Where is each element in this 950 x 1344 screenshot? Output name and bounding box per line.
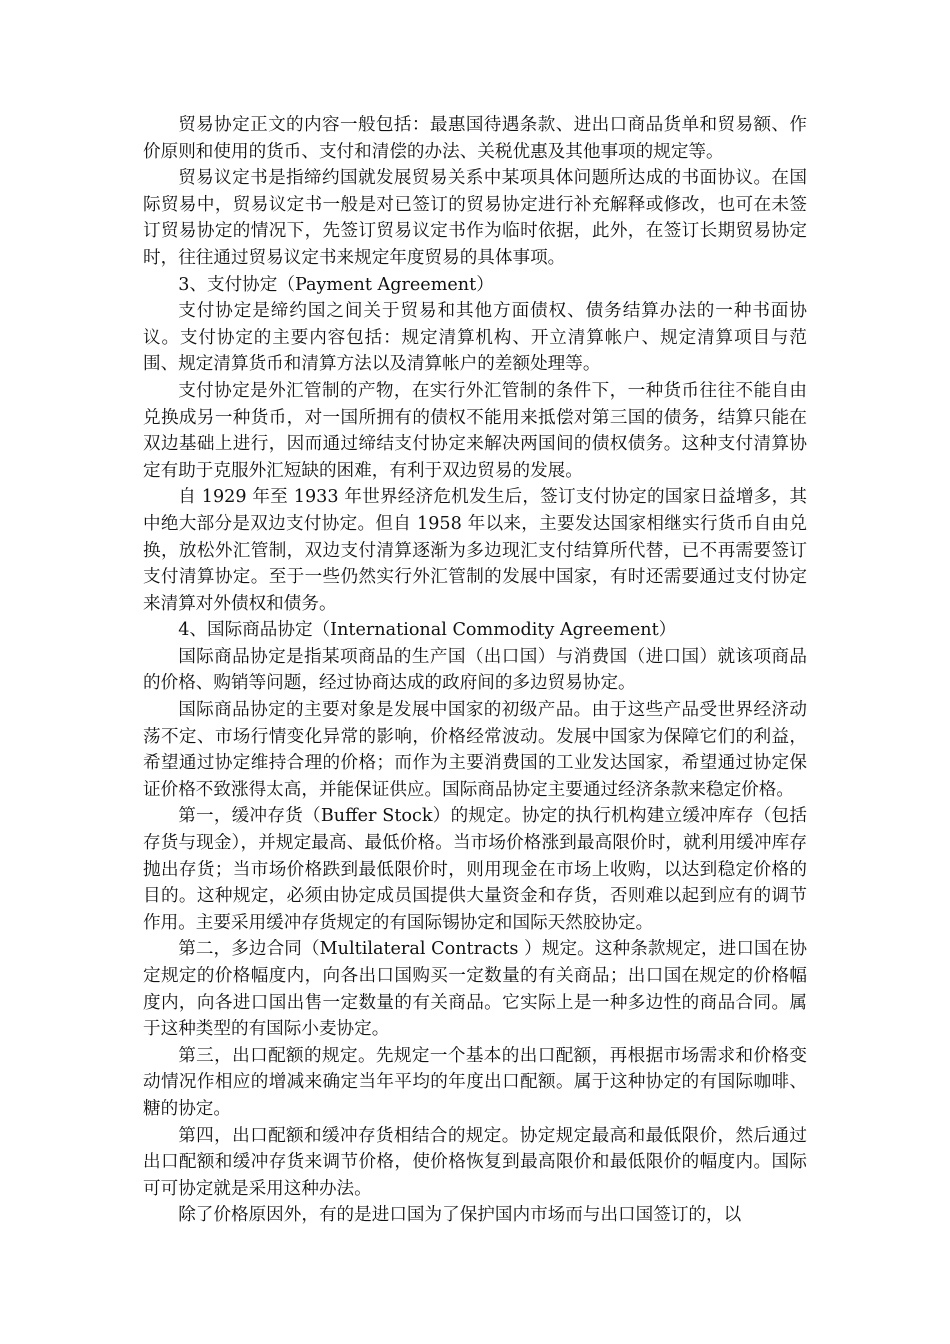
paragraph-buffer-stock: 第一，缓冲存货（Buffer Stock）的规定。协定的执行机构建立缓冲库存（包括存货与现金），并规定最高、最低价格。当市场价格涨到最高限价时，就利用缓冲库存抛出存货；当市场价格跌到最低限价时，则用现金在市场上收购，以达到稳定价格的目的。这种规定，必须由协定成员国提供大量资金和存货，否则难以起到应有的调节作用。主要采用缓冲存货规定的有国际锡协定和国际天然胶协定。 <box>143 806 807 933</box>
paragraph-payment-agreement-exchange-control: 支付协定是外汇管制的产物，在实行外汇管制的条件下，一种货币往往不能自由兑换成另一种货币，对一国所拥有的债权不能用来抵偿对第三国的债务，结算只能在双边基础上进行，因而通过缔结支付协定来解决两国间的债权债务。这种支付清算协定有助于克服外汇短缺的困难，有利于双边贸易的发展。 <box>143 380 807 481</box>
section-heading-commodity-agreement: 4、国际商品协定（International Commodity Agreement） <box>178 620 677 641</box>
paragraph-quota-and-buffer: 第四，出口配额和缓冲存货相结合的规定。协定规定最高和最低限价，然后通过出口配额和缓冲存货来调节价格，使价格恢复到最高限价和最低限价的幅度内。国际可可协定就是采用这种办法。 <box>143 1125 807 1199</box>
document-page <box>143 112 807 1229</box>
paragraph-payment-agreement-definition: 支付协定是缔约国之间关于贸易和其他方面债权、债务结算办法的一种书面协议。支付协定的主要内容包括：规定清算机构、开立清算帐户、规定清算项目与范围、规定清算货币和清算方法以及清算帐户的差额处理等。 <box>143 301 807 375</box>
paragraph-commodity-agreement-definition: 国际商品协定是指某项商品的生产国（出口国）与消费国（进口国）就该项商品的价格、购销等问题，经过协商达成的政府间的多边贸易协定。 <box>143 646 807 694</box>
paragraph-export-quota: 第三，出口配额的规定。先规定一个基本的出口配额，再根据市场需求和价格变动情况作相应的增减来确定当年平均的年度出口配额。属于这种协定的有国际咖啡、糖的协定。 <box>143 1045 807 1119</box>
paragraph-trade-agreement-content: 贸易协定正文的内容一般包括：最惠国待遇条款、进出口商品货单和贸易额、作价原则和使用的货币、支付和清偿的办法、关税优惠及其他事项的规定等。 <box>143 115 807 162</box>
paragraph-trade-protocol: 贸易议定书是指缔约国就发展贸易关系中某项具体问题所达成的书面协议。在国际贸易中，贸易议定书一般是对已签订的贸易协定进行补充解释或修改，也可在未签订贸易协定的情况下，先签订贸易议定书作为临时依据，此外，在签订长期贸易协定时，往往通过贸易议定书来规定年度贸易的具体事项。 <box>143 168 807 268</box>
section-heading-payment-agreement: 3、支付协定（Payment Agreement） <box>178 274 494 295</box>
paragraph-multilateral-contracts: 第二，多边合同（Multilateral Contracts ）规定。这种条款规定，进口国在协定规定的价格幅度内，向各出口国购买一定数量的有关商品；出口国在规定的价格幅度内，向各进口国出售一定数量的有关商品。它实际上是一种多边性的商品合同。属于这种类型的有国际小麦协定。 <box>143 939 807 1040</box>
paragraph-other-reasons: 除了价格原因外，有的是进口国为了保护国内市场而与出口国签订的，以 <box>178 1205 742 1226</box>
paragraph-commodity-agreement-objects: 国际商品协定的主要对象是发展中国家的初级产品。由于这些产品受世界经济动荡不定、市场行情变化异常的影响，价格经常波动。发展中国家为保障它们的利益，希望通过协定维持合理的价格；而作为主要消费国的工业发达国家，希望通过协定保证价格不致涨得太高，并能保证供应。国际商品协定主要通过经济条款来稳定价格。 <box>143 700 807 800</box>
paragraph-payment-agreement-history: 自 1929 年至 1933 年世界经济危机发生后，签订支付协定的国家日益增多，其中绝大部分是双边支付协定。但自 1958 年以来，主要发达国家相继实行货币自由兑换，放松外汇管制，双边支付清算逐渐为多边现汇支付结算所代替，已不再需要签订支付清算协定。至于一些仍然实行外汇管制的发展中国家，有时还需要通过支付协定来清算对外债权和债务。 <box>143 487 807 614</box>
